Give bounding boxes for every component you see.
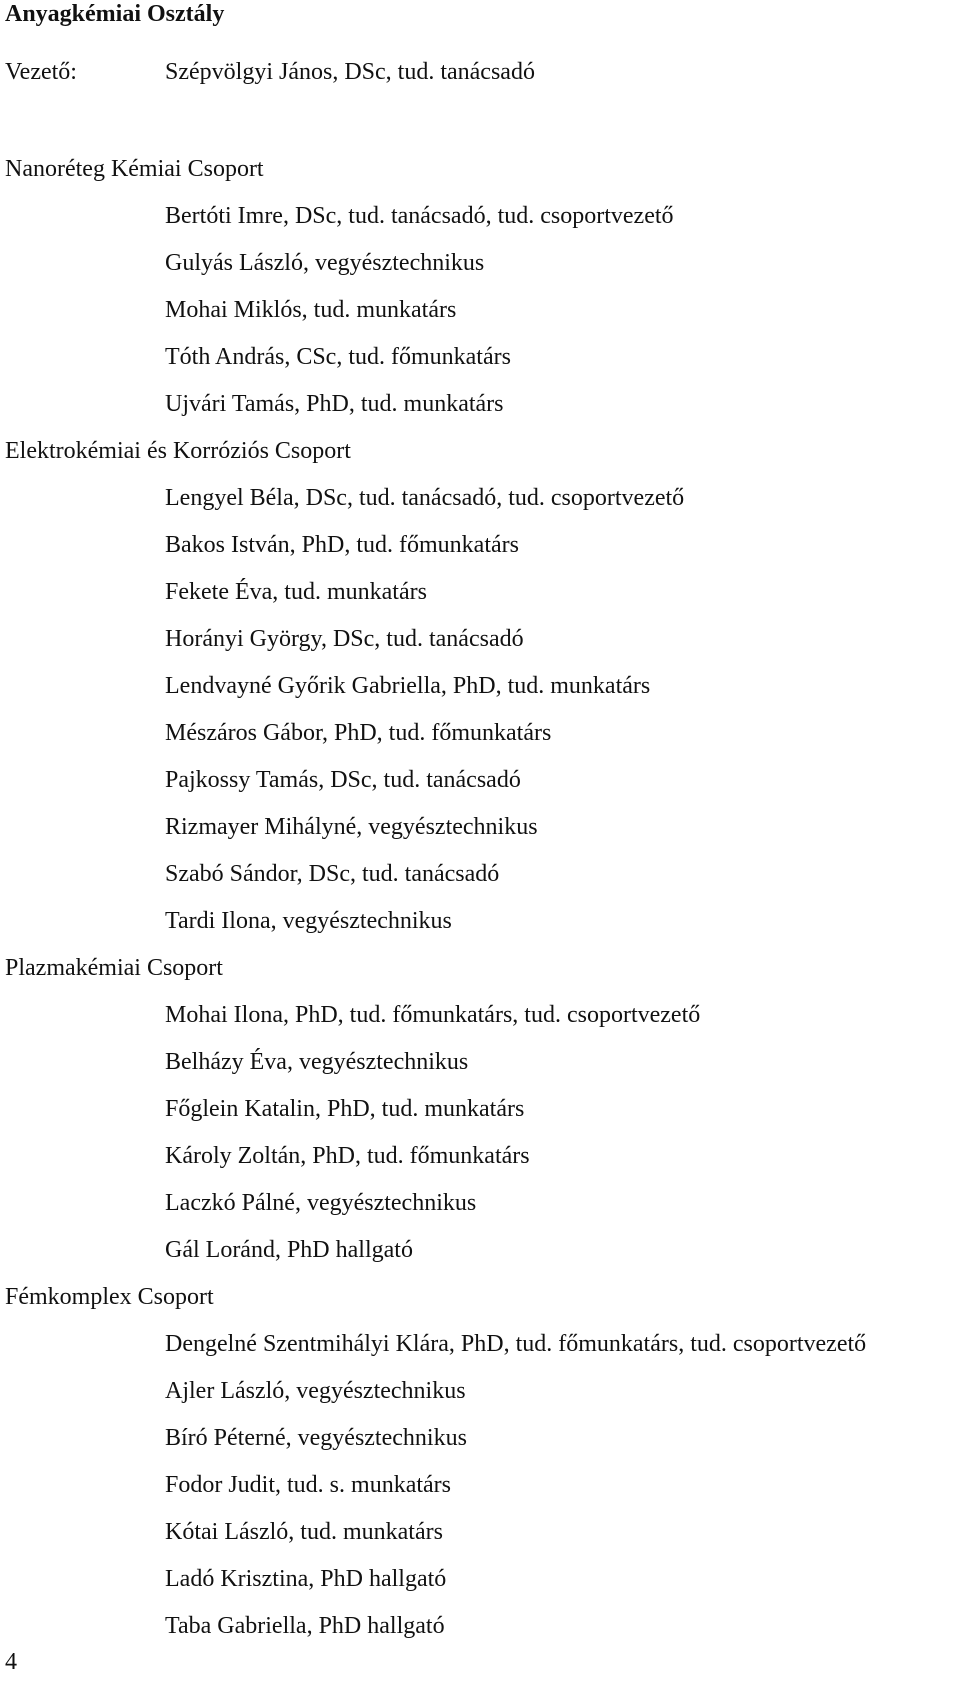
member-line: Főglein Katalin, PhD, tud. munkatárs [165,1096,525,1122]
member-line: Mohai Ilona, PhD, tud. főmunkatárs, tud. csoportvezető [165,1002,701,1028]
page-title: Anyagkémiai Osztály [5,1,225,27]
member-line: Fodor Judit, tud. s. munkatárs [165,1472,451,1498]
member-line: Lendvayné Győrik Gabriella, PhD, tud. munkatárs [165,673,651,699]
member-line: Mohai Miklós, tud. munkatárs [165,297,457,323]
group-heading: Elektrokémiai és Korróziós Csoport [5,438,351,464]
member-line: Laczkó Pálné, vegyésztechnikus [165,1190,477,1216]
head-label: Vezető: [5,59,77,85]
member-line: Szabó Sándor, DSc, tud. tanácsadó [165,861,500,887]
member-line: Ajler László, vegyésztechnikus [165,1378,466,1404]
member-line: Kótai László, tud. munkatárs [165,1519,443,1545]
member-line: Pajkossy Tamás, DSc, tud. tanácsadó [165,767,521,793]
member-line: Bakos István, PhD, tud. főmunkatárs [165,532,519,558]
member-line: Károly Zoltán, PhD, tud. főmunkatárs [165,1143,530,1169]
group-heading: Nanoréteg Kémiai Csoport [5,156,264,182]
member-line: Belházy Éva, vegyésztechnikus [165,1049,469,1075]
member-line: Horányi György, DSc, tud. tanácsadó [165,626,524,652]
member-line: Bíró Péterné, vegyésztechnikus [165,1425,467,1451]
member-line: Gál Loránd, PhD hallgató [165,1237,413,1263]
member-line: Mészáros Gábor, PhD, tud. főmunkatárs [165,720,552,746]
group-heading: Plazmakémiai Csoport [5,955,223,981]
page-number: 4 [5,1649,17,1675]
member-line: Ujvári Tamás, PhD, tud. munkatárs [165,391,504,417]
member-line: Taba Gabriella, PhD hallgató [165,1613,445,1639]
member-line: Ladó Krisztina, PhD hallgató [165,1566,447,1592]
member-line: Rizmayer Mihályné, vegyésztechnikus [165,814,538,840]
group-list [0,146,960,1650]
head-name: Szépvölgyi János, DSc, tud. tanácsadó [165,59,535,85]
member-line: Tóth András, CSc, tud. főmunkatárs [165,344,511,370]
member-line: Bertóti Imre, DSc, tud. tanácsadó, tud. csoportvezető [165,203,674,229]
group-heading: Fémkomplex Csoport [5,1284,214,1310]
member-line: Fekete Éva, tud. munkatárs [165,579,427,605]
member-line: Lengyel Béla, DSc, tud. tanácsadó, tud. csoportvezető [165,485,685,511]
member-line: Dengelné Szentmihályi Klára, PhD, tud. főmunkatárs, tud. csoportvezető [165,1331,867,1357]
member-line: Gulyás László, vegyésztechnikus [165,250,485,276]
member-line: Tardi Ilona, vegyésztechnikus [165,908,452,934]
